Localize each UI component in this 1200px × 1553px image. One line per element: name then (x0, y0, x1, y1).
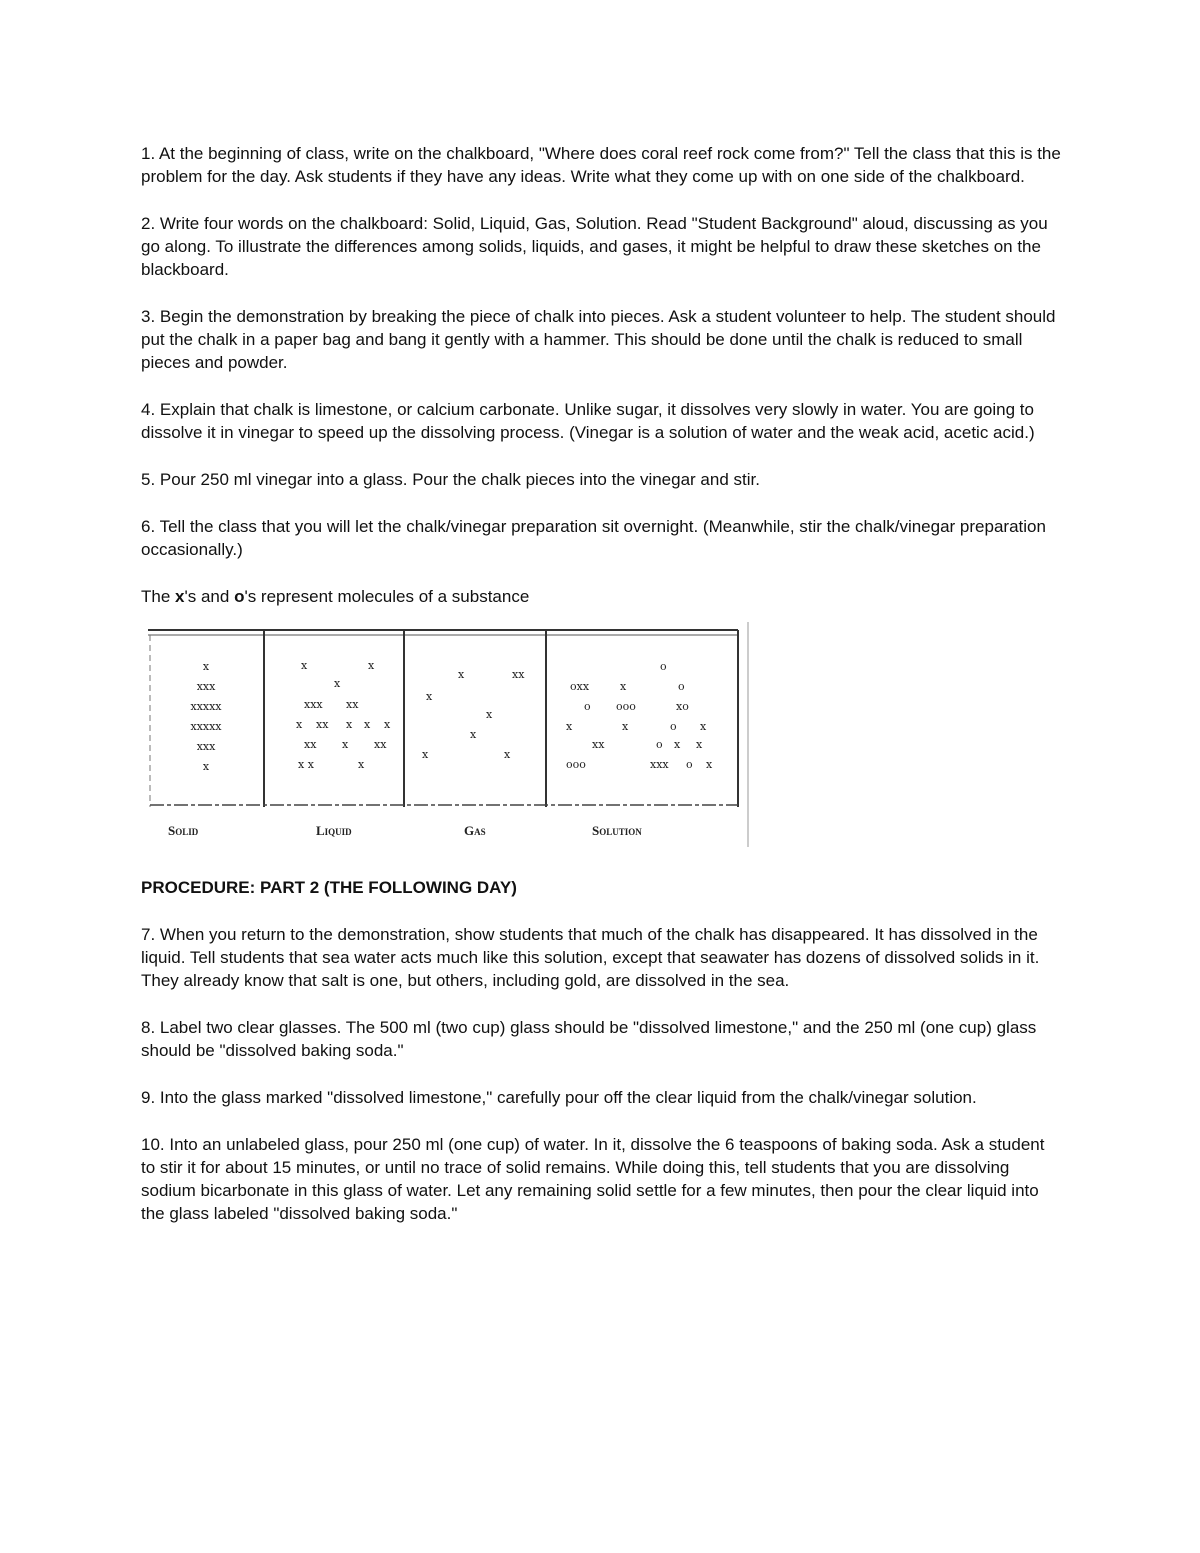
paragraph-step-10: 10. Into an unlabeled glass, pour 250 ml (one cup) of water. In it, dissolve the 6 teaspoons of baking soda. Ask a student to stir it for about 15 minutes, or until no trace of solid remains. While doing this, tell students that you are dissolving sodium bicarbonate in this glass of water. Let any remaining solid settle for a few minutes, then pour the clear liquid into the glass labeled "dissolved baking soda." (141, 1135, 1045, 1223)
label-solution: Solution (592, 823, 642, 838)
liquid-molecule: x (296, 718, 303, 731)
caption-o: o (234, 587, 245, 606)
solution-molecule: x (700, 720, 707, 733)
paragraph-step-2: 2. Write four words on the chalkboard: Solid, Liquid, Gas, Solution. Read "Student Background" aloud, discussing as you go along. To illustrate the differences among solids, liquids, and gases, it might be helpful to draw these sketches on the blackboard. (141, 214, 1048, 279)
solution-molecule: x (566, 720, 573, 733)
gas-molecule: x (470, 728, 477, 741)
liquid-molecule: xxx (304, 698, 323, 711)
gas-molecule: x (504, 748, 511, 761)
caption-post: 's represent molecules of a substance (244, 587, 530, 606)
liquid-molecule: x (342, 738, 349, 751)
solution-molecule: o (670, 720, 677, 733)
liquid-molecule: xx (304, 738, 317, 751)
liquid-molecule: x (384, 718, 391, 731)
gas-molecule: x (422, 748, 429, 761)
paragraph-step-5: 5. Pour 250 ml vinegar into a glass. Pour the chalk pieces into the vinegar and stir. (141, 470, 760, 489)
gas-molecules (422, 668, 525, 761)
liquid-molecule: x (358, 758, 365, 771)
solution-molecule: xx (592, 738, 605, 751)
liquid-molecule: xx (346, 698, 359, 711)
solution-molecule: o (686, 758, 693, 771)
solid-row: x (202, 760, 210, 773)
solid-row: xxxxx (190, 720, 222, 733)
liquid-molecules (296, 659, 391, 771)
solid-row: x (202, 660, 210, 673)
states-of-matter-diagram (146, 622, 756, 852)
gas-molecule: x (486, 708, 493, 721)
label-gas: Gas (464, 823, 486, 838)
solution-molecule: x (622, 720, 629, 733)
paragraph-step-1: 1. At the beginning of class, write on the chalkboard, "Where does coral reef rock come from?" Tell the class that this is the problem for the day. Ask students if they have any ideas. Write what they come up with on one side of the chalkboard. (141, 144, 1061, 186)
solution-molecule: o (656, 738, 663, 751)
solution-molecule: oxx (570, 680, 590, 693)
liquid-molecule: xx (316, 718, 329, 731)
gas-molecule: x (458, 668, 465, 681)
solution-molecule: o (678, 680, 685, 693)
liquid-molecule: x (301, 659, 308, 672)
solution-molecule: ooo (616, 700, 636, 713)
paragraph-step-4: 4. Explain that chalk is limestone, or calcium carbonate. Unlike sugar, it dissolves very slowly in water. You are going to dissolve it in vinegar to speed up the dissolving process. (Vinegar is a solution of water and the weak acid, acetic acid.) (141, 400, 1035, 442)
paragraph-step-8: 8. Label two clear glasses. The 500 ml (two cup) glass should be "dissolved limestone," and the 250 ml (one cup) glass should be "dissolved baking soda." (141, 1018, 1037, 1060)
solution-molecule: xxx (650, 758, 669, 771)
paragraph-step-3: 3. Begin the demonstration by breaking the piece of chalk into pieces. Ask a student volunteer to help. The student should put the chalk in a paper bag and bang it gently with a hammer. This should be done until the chalk is reduced to small pieces and powder. (141, 307, 1056, 372)
solution-molecule: ooo (566, 758, 586, 771)
solid-row: xxx (196, 740, 216, 753)
liquid-molecule: x (334, 677, 341, 690)
solid-molecules (190, 660, 222, 773)
label-liquid: Liquid (316, 823, 352, 838)
liquid-molecule: x (346, 718, 353, 731)
paragraph-step-6: 6. Tell the class that you will let the chalk/vinegar preparation sit overnight. (Meanwhile, stir the chalk/vinegar preparation occasionally.) (141, 517, 1046, 559)
label-solid: Solid (168, 823, 199, 838)
section-heading-part-2: PROCEDURE: PART 2 (THE FOLLOWING DAY) (141, 878, 517, 897)
solution-molecules (566, 660, 713, 771)
document-page (141, 142, 1061, 1225)
gas-molecule: x (426, 690, 433, 703)
solution-molecule: o (660, 660, 667, 673)
liquid-molecule: x (368, 659, 375, 672)
solution-molecule: x (674, 738, 681, 751)
paragraph-step-7: 7. When you return to the demonstration, show students that much of the chalk has disappeared. It has dissolved in the liquid. Tell students that sea water acts much like this solution, except that seawater has dozens of dissolved solids in it. They already know that salt is one, but others, including gold, are dissolved in the sea. (141, 925, 1040, 990)
caption-mid: 's and (184, 587, 235, 606)
solid-row: xxxxx (190, 700, 222, 713)
solution-molecule: xo (676, 700, 689, 713)
solution-molecule: x (706, 758, 713, 771)
caption-pre: The (141, 587, 176, 606)
liquid-molecule: x (364, 718, 371, 731)
paragraph-step-9: 9. Into the glass marked "dissolved limestone," carefully pour off the clear liquid from the chalk/vinegar solution. (141, 1088, 977, 1107)
caption-x: x (175, 587, 185, 606)
figure-caption (141, 585, 1061, 608)
solid-row: xxx (196, 680, 216, 693)
liquid-molecule: xx (374, 738, 387, 751)
solution-molecule: x (696, 738, 703, 751)
liquid-molecule: x x (298, 758, 314, 771)
solution-molecule: x (620, 680, 627, 693)
solution-molecule: o (584, 700, 591, 713)
gas-molecule: xx (512, 668, 525, 681)
states-of-matter-figure (146, 622, 756, 852)
